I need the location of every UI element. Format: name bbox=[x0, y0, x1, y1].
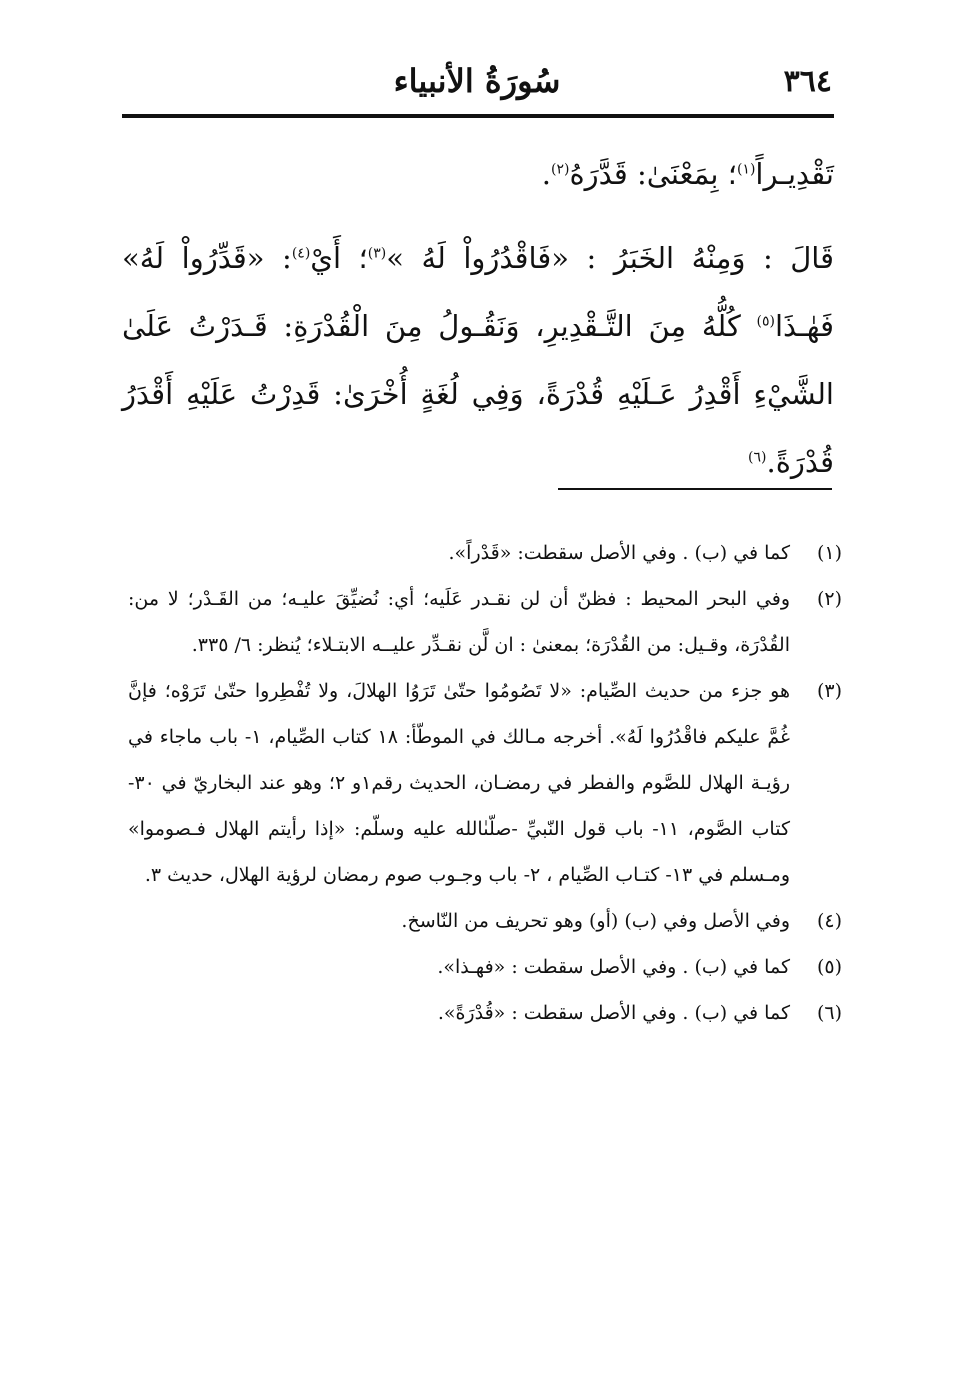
text-span: ؛ بِمَعْنَىٰ: قَدَّرَهُ bbox=[569, 157, 737, 191]
footnote-separator bbox=[558, 488, 832, 490]
footnote-text: كما في (ب) . وفي الأصل سقطت : «قُدْرَةً». bbox=[437, 1002, 790, 1024]
footnote-text: وفي الأصل وفي (ب) (أو) وهو تحريف من النّاسخ. bbox=[401, 910, 790, 932]
footnote-text: هو جزء من حديث الصِّيام: «لا تَصُومُوا حتّىٰ تَرَوُا الهلالَ، ولا تُفْطِروا حتّىٰ تَرَوْه؛ فإنَّ غُمَّ عليكم فاقْدُرُوا لَهُ». أخرجه مـالك في الموطّأ: ١٨ كتاب الصِّيام، ١- باب ماجاء في رؤيـة الهلال للصَّوم والفطر في رمضـان، الحديث رقم١و ٢؛ وهو عند البخاريّ في ٣٠- كتاب الصَّوم، ١١- باب قول النّبيِّ -صلّىٰالله عليه وسلّم: «إذا رأيتم الهلال فـصوموا» ومـسلم في ١٣- كتـاب الصِّيام ، ٢- باب وجـوب صوم رمضان لرؤية الهلال، حديث ٣. bbox=[128, 680, 790, 886]
footnote-number: (٤) bbox=[816, 910, 842, 932]
footnote-6 bbox=[122, 990, 842, 1036]
footnote-3 bbox=[122, 668, 842, 898]
text-span: كُلُّهُ مِنَ التَّـقْدِيرِ، وَنَقُـولُ مِنَ الْقُدْرَةِ: قَـدَرْتُ عَلَىٰ الشَّيْءِ أَقْدِرُ عَـلَيْهِ قُدْرَةً، وَفِي لُغَةٍ أُخْرَىٰ: قَدِرْتُ عَلَيْهِ أَقْدَرُ قُدْرَةً. bbox=[122, 309, 834, 479]
surah-title: سُورَةُ الأنبياء bbox=[393, 62, 561, 100]
footnote-ref-2[interactable]: (٢) bbox=[551, 161, 570, 178]
footnote-text: كما في (ب) . وفي الأصل سقطت: «قَدْراً». bbox=[448, 542, 790, 564]
text-span: : «قَدِّرُواْ لَهُ» فَهٰـذَا bbox=[122, 241, 834, 343]
footnote-number: (١) bbox=[816, 542, 842, 564]
main-line-1 bbox=[122, 140, 834, 208]
text-span: ؛ أَيْ bbox=[310, 241, 368, 275]
footnote-number: (٦) bbox=[816, 1002, 842, 1024]
text-span: قَالَ : وَمِنْهُ الخَبَرُ : «فَاقْدُرُواْ لَهُ » bbox=[386, 241, 834, 275]
text-span: . bbox=[541, 157, 551, 191]
main-text bbox=[122, 140, 834, 496]
footnote-number: (٣) bbox=[816, 680, 842, 702]
page-header bbox=[122, 58, 832, 114]
footnote-text: كما في (ب) . وفي الأصل سقطت : «فهـذا». bbox=[437, 956, 790, 978]
footnote-ref-6[interactable]: (٦) bbox=[748, 449, 767, 466]
header-rule bbox=[122, 114, 834, 118]
main-paragraph-2 bbox=[122, 224, 834, 496]
footnote-ref-3[interactable]: (٣) bbox=[367, 245, 387, 262]
footnote-ref-4[interactable]: (٤) bbox=[291, 245, 311, 262]
footnote-4 bbox=[122, 898, 842, 944]
footnote-number: (٥) bbox=[816, 956, 842, 978]
footnote-text: وفي البحر المحيط : فظنّ أن لن نقـدر عَلَيه؛ أي: نُضيِّقَ عليـه؛ من القَـدْر؛ لا من: القُدْرَة، وقـيل: من القُدْرَة؛ بمعنىٰ : ان لَّن نقـدِّر عليــه الابتـلاء؛ يُنظر: ٦/ ٣٣٥. bbox=[128, 588, 790, 656]
footnote-ref-5[interactable]: (٥) bbox=[756, 313, 775, 330]
footnote-1 bbox=[122, 530, 842, 576]
footnote-ref-1[interactable]: (١) bbox=[736, 161, 756, 178]
footnote-5 bbox=[122, 944, 842, 990]
page-number: ٣٦٤ bbox=[783, 64, 832, 99]
footnotes bbox=[122, 530, 842, 1036]
text-span: تَقْدِيـراً bbox=[755, 157, 834, 191]
footnote-number: (٢) bbox=[816, 588, 842, 610]
footnote-2 bbox=[122, 576, 842, 668]
